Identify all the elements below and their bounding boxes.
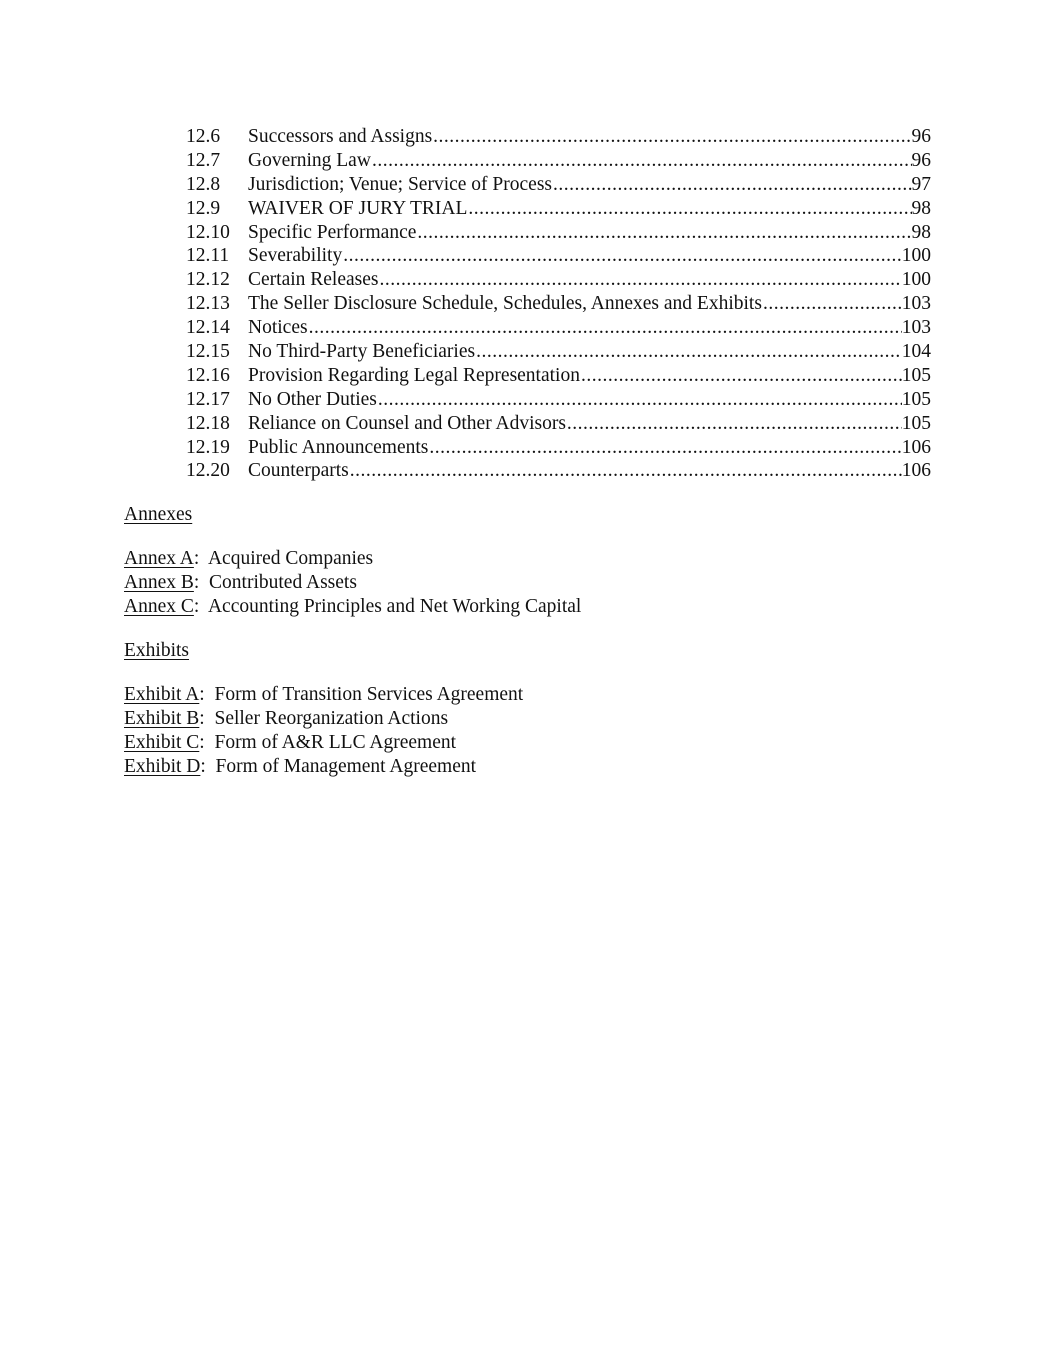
toc-number: 12.14 <box>186 317 230 339</box>
toc-page-number: 100 <box>901 245 931 267</box>
exhibit-item[interactable] <box>124 683 924 707</box>
annex-item[interactable] <box>124 571 924 595</box>
exhibit-item[interactable] <box>124 755 924 779</box>
annex-label[interactable]: Annex A <box>124 548 194 569</box>
toc-number: 12.7 <box>186 149 221 171</box>
toc-number: 12.20 <box>186 460 230 482</box>
toc-number: 12.17 <box>186 388 230 410</box>
toc-number: 12.10 <box>186 221 230 243</box>
exhibits-section <box>124 639 924 779</box>
toc-title: Counterparts <box>248 460 349 482</box>
toc-title: No Other Duties <box>248 388 377 410</box>
annex-item[interactable] <box>124 547 924 571</box>
toc-number: 12.8 <box>186 173 221 195</box>
table-of-contents <box>186 125 931 483</box>
annex-title: Accounting Principles and Net Working Capital <box>207 596 582 617</box>
separator: : <box>199 708 215 729</box>
toc-title: The Seller Disclosure Schedule, Schedules, Annexes and Exhibits <box>248 293 762 315</box>
annexes-list <box>124 547 924 619</box>
annexes-section <box>124 503 924 619</box>
toc-title: Specific Performance <box>248 221 417 243</box>
toc-title: Public Announcements <box>248 436 429 458</box>
toc-title: Reliance on Counsel and Other Advisors <box>248 412 566 434</box>
toc-entry[interactable] <box>186 459 931 483</box>
toc-page-number: 98 <box>911 221 931 243</box>
exhibits-list <box>124 683 924 779</box>
toc-entry[interactable] <box>186 268 931 292</box>
toc-entry[interactable] <box>186 244 931 268</box>
separator: : <box>193 548 208 569</box>
toc-page-number: 104 <box>901 341 931 363</box>
toc-number: 12.11 <box>186 245 230 267</box>
dot-leader <box>763 292 902 316</box>
dot-leader <box>433 125 911 149</box>
annexes-heading: Annexes <box>124 504 193 525</box>
toc-title: Notices <box>248 317 308 339</box>
dot-leader <box>343 244 902 268</box>
dot-leader <box>567 412 902 436</box>
dot-leader <box>581 364 902 388</box>
toc-number: 12.19 <box>186 436 230 458</box>
toc-entry[interactable] <box>186 292 931 316</box>
dot-leader <box>476 340 902 364</box>
toc-entry[interactable] <box>186 436 931 460</box>
toc-page-number: 106 <box>901 436 931 458</box>
toc-page-number: 96 <box>911 149 931 171</box>
toc-page-number: 103 <box>901 317 931 339</box>
annex-item[interactable] <box>124 595 924 619</box>
toc-number: 12.18 <box>186 412 230 434</box>
toc-title: Severability <box>248 245 343 267</box>
exhibit-title: Form of Transition Services Agreement <box>214 684 524 705</box>
exhibit-label[interactable]: Exhibit D <box>124 756 201 777</box>
separator: : <box>200 756 216 777</box>
toc-entry[interactable] <box>186 221 931 245</box>
toc-page-number: 105 <box>901 364 931 386</box>
toc-entry[interactable] <box>186 388 931 412</box>
exhibit-item[interactable] <box>124 707 924 731</box>
toc-entry[interactable] <box>186 173 931 197</box>
dot-leader <box>468 197 911 221</box>
toc-title: Provision Regarding Legal Representation <box>248 364 580 386</box>
exhibit-label[interactable]: Exhibit B <box>124 708 200 729</box>
toc-page-number: 105 <box>901 412 931 434</box>
toc-page-number: 105 <box>901 388 931 410</box>
toc-entry[interactable] <box>186 125 931 149</box>
toc-title: No Third-Party Beneficiaries <box>248 341 476 363</box>
exhibit-label[interactable]: Exhibit A <box>124 684 200 705</box>
exhibits-heading: Exhibits <box>124 640 190 661</box>
toc-entry[interactable] <box>186 412 931 436</box>
separator: : <box>193 572 210 593</box>
toc-number: 12.12 <box>186 269 230 291</box>
toc-title: Governing Law <box>248 149 371 171</box>
toc-page-number: 106 <box>901 460 931 482</box>
toc-title: Successors and Assigns <box>248 126 433 147</box>
annex-title: Acquired Companies <box>207 548 374 569</box>
separator: : <box>193 596 208 617</box>
exhibit-item[interactable] <box>124 731 924 755</box>
toc-number: 12.16 <box>186 364 230 386</box>
toc-title: Certain Releases <box>248 269 379 291</box>
toc-page-number: 103 <box>901 293 931 315</box>
dot-leader <box>350 459 902 483</box>
dot-leader <box>429 436 901 460</box>
separator: : <box>199 684 215 705</box>
annex-title: Contributed Assets <box>209 572 357 593</box>
toc-entry[interactable] <box>186 364 931 388</box>
toc-number: 12.9 <box>186 197 221 219</box>
exhibit-title: Form of Management Agreement <box>215 756 477 777</box>
toc-number: 12.6 <box>186 126 221 147</box>
dot-leader <box>372 149 912 173</box>
annex-label[interactable]: Annex B <box>124 572 194 593</box>
toc-page-number: 96 <box>911 126 931 147</box>
toc-title: WAIVER OF JURY TRIAL <box>248 197 468 219</box>
exhibit-label[interactable]: Exhibit C <box>124 732 200 753</box>
toc-entry[interactable] <box>186 197 931 221</box>
toc-number: 12.13 <box>186 293 230 315</box>
toc-entry[interactable] <box>186 149 931 173</box>
exhibit-title: Form of A&R LLC Agreement <box>214 732 457 753</box>
exhibit-title: Seller Reorganization Actions <box>214 708 449 729</box>
toc-entry[interactable] <box>186 340 931 364</box>
dot-leader <box>417 221 911 245</box>
dot-leader <box>378 388 902 412</box>
annex-label[interactable]: Annex C <box>124 596 194 617</box>
dot-leader <box>309 316 902 340</box>
dot-leader <box>380 268 902 292</box>
toc-page-number: 98 <box>911 197 931 219</box>
toc-title: Jurisdiction; Venue; Service of Process <box>248 173 553 195</box>
toc-page-number: 97 <box>911 173 931 195</box>
separator: : <box>199 732 215 753</box>
toc-entry[interactable] <box>186 316 931 340</box>
toc-page-number: 100 <box>901 269 931 291</box>
toc-number: 12.15 <box>186 341 230 363</box>
dot-leader <box>553 173 911 197</box>
